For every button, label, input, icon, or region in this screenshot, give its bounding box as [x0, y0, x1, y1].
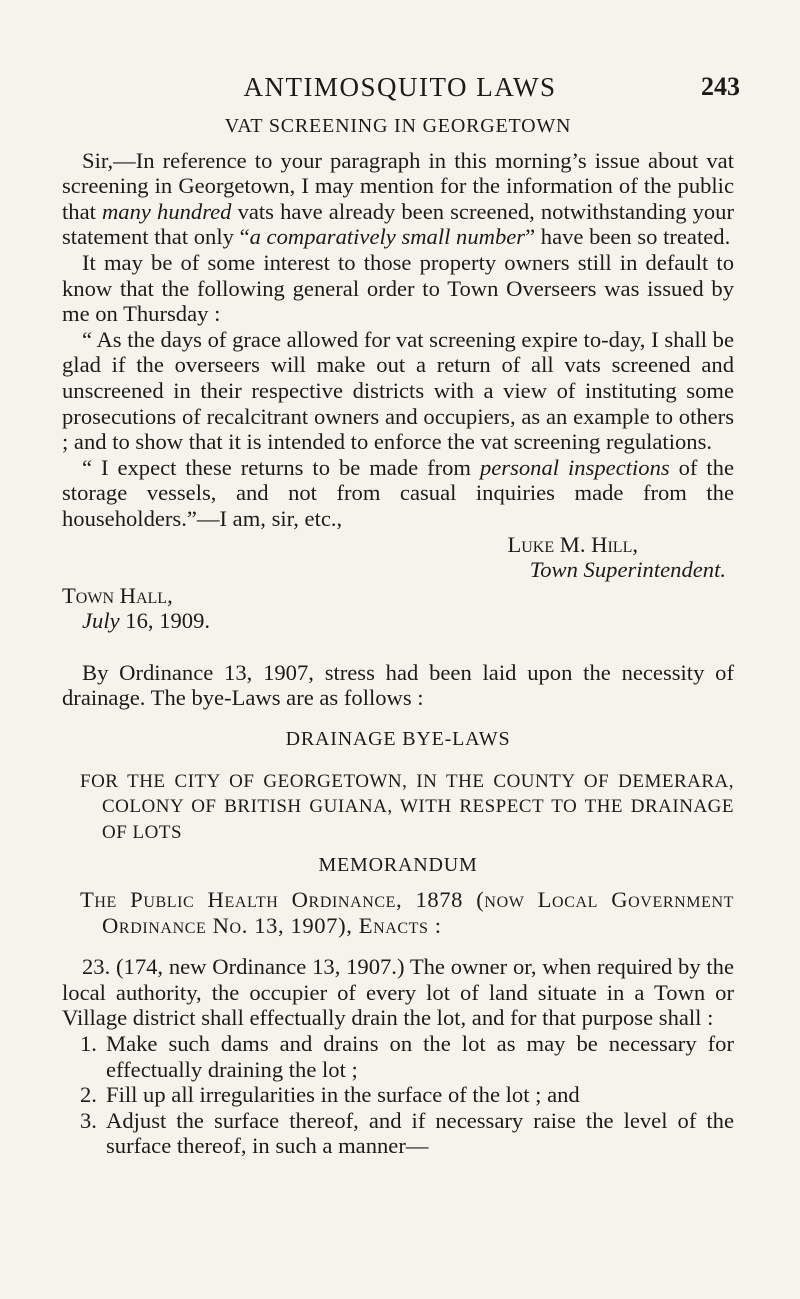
- letter-place: Town Hall,: [62, 582, 173, 608]
- list-text: Adjust the surface thereof, and if necessary raise the level of the surface thereof, in such a manner—: [106, 1107, 734, 1159]
- signature-title-text: Town Superintendent.: [529, 557, 726, 583]
- emphasis: many hundred: [101, 198, 232, 224]
- letter-paragraph-3: “ As the days of grace allowed for vat screening expire to-day, I shall be glad if the overseers will make out a return of all vats screened and unscreened in their respective districts with a view of instituting some prosecutions of recalcitrant owners and occupiers, as an example to others ; and to show that it is intended to enforce the vat screening regulations.: [62, 326, 734, 455]
- signature-name: Luke M. Hill,: [507, 531, 638, 557]
- text-run: “ I expect these returns to be made from: [82, 454, 480, 480]
- running-title: ANTIMOSQUITO LAWS: [243, 72, 557, 102]
- list-item: [80, 1108, 734, 1159]
- date-month: July: [82, 608, 120, 634]
- clause-items: [62, 1031, 734, 1159]
- emphasis: personal inspections: [479, 454, 670, 480]
- section-subheading: FOR THE CITY OF GEORGETOWN, IN THE COUNTY OF DEMERARA, COLONY OF BRITISH GUIANA, WITH RESPECT TO THE DRAINAGE OF LOTS: [80, 770, 734, 843]
- signature-title: [62, 557, 734, 583]
- memorandum-heading: MEMORANDUM: [318, 854, 478, 877]
- list-number: 2.: [80, 1082, 97, 1108]
- text-run: ” have been so treated.: [525, 224, 731, 250]
- ordinance-paragraph: By Ordinance 13, 1907, stress had been laid upon the necessity of drainage. The bye-Laws are as follows :: [62, 659, 734, 711]
- page-content: [62, 114, 734, 1159]
- page-number: 243: [701, 72, 740, 101]
- letter-paragraph-1: [62, 148, 734, 250]
- act-title: The Public Health Ordinance, 1878 (now Local Government Ordinance No. 13, 1907), Enacts :: [80, 887, 734, 938]
- clause-23: 23. (174, new Ordinance 13, 1907.) The owner or, when required by the local authority, the occupier of every lot of land situate in a Town or Village district shall effectually drain the lot, and for that purpose shall :: [62, 954, 734, 1031]
- letter-paragraph-2: It may be of some interest to those property owners still in default to know that the following general order to Town Overseers was issued by me on Thursday :: [62, 249, 734, 327]
- letter-heading: VAT SCREENING IN GEORGETOWN: [224, 115, 572, 137]
- emphasis: a comparatively small number: [249, 224, 526, 250]
- text-run: Sir,—In reference to your paragraph in this morning’s issue about vat screening in Georgetown, I may mention for the information of the public that: [62, 147, 734, 224]
- text-run: of the storage vessels, and not from casual inquiries made from the householders.”—I am, sir, etc.,: [62, 454, 734, 531]
- list-number: 1.: [80, 1031, 97, 1056]
- list-number: 3.: [80, 1107, 97, 1133]
- date-rest: 16, 1909.: [119, 608, 211, 634]
- section-heading: DRAINAGE BYE-LAWS: [285, 728, 511, 751]
- letter-date: [62, 608, 734, 634]
- text-run: vats have already been screened, notwithstanding your statement that only “: [62, 198, 734, 250]
- list-text: Fill up all irregularities in the surface of the lot ; and: [106, 1082, 580, 1108]
- list-text: Make such dams and drains on the lot as may be necessary for effectually draining the lot ;: [106, 1031, 734, 1082]
- list-item: [80, 1031, 734, 1082]
- running-header: [60, 72, 740, 108]
- list-item: [80, 1082, 734, 1108]
- letter-paragraph-4: [62, 455, 734, 532]
